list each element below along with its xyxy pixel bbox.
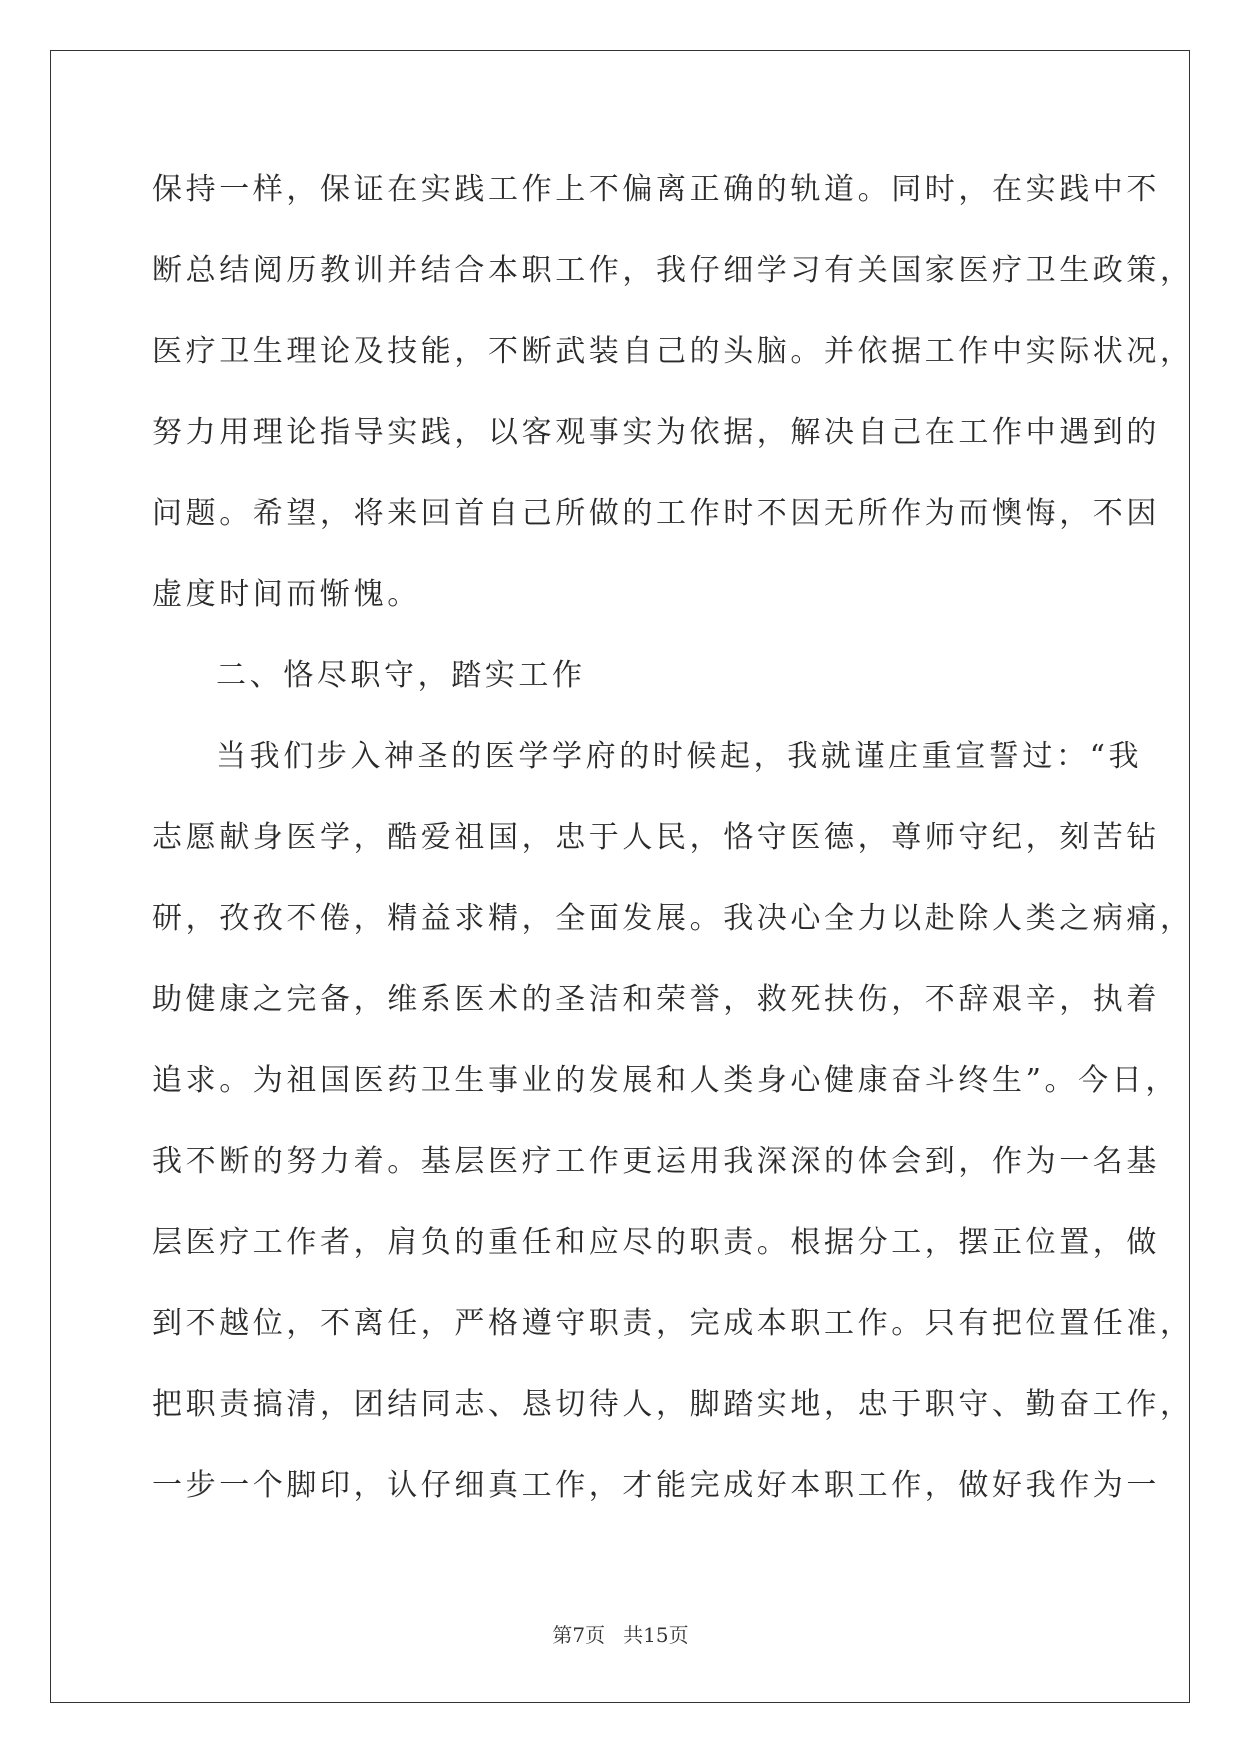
text-line: 努力用理论指导实践，以客观事实为依据，解决自己在工作中遇到的	[152, 415, 1160, 450]
text-line: 助健康之完备，维系医术的圣洁和荣誉，救死扶伤，不辞艰辛，执着	[152, 982, 1160, 1017]
text-line: 把职责搞清，团结同志、恳切待人，脚踏实地，忠于职守、勤奋工作，	[152, 1387, 1194, 1422]
text-line: 一步一个脚印，认仔细真工作，才能完成好本职工作，做好我作为一	[152, 1468, 1160, 1503]
text-line: 虚度时间而惭愧。	[152, 577, 421, 612]
text-line: 志愿献身医学，酷爱祖国，忠于人民，恪守医德，尊师守纪，刻苦钻	[152, 820, 1160, 855]
page-number: 第7页	[552, 1623, 606, 1647]
text-line: 我不断的努力着。基层医疗工作更运用我深深的体会到，作为一名基	[152, 1144, 1160, 1179]
text-line: 保持一样，保证在实践工作上不偏离正确的轨道。同时，在实践中不	[152, 172, 1160, 207]
text-line: 问题。希望，将来回首自己所做的工作时不因无所作为而懊悔，不因	[152, 496, 1160, 531]
text-line: 追求。为祖国医药卫生事业的发展和人类身心健康奋斗终生”。今日，	[152, 1063, 1179, 1098]
section-heading: 二、恪尽职守，踏实工作	[216, 658, 586, 693]
text-line: 断总结阅历教训并结合本职工作，我仔细学习有关国家医疗卫生政策，	[152, 253, 1194, 288]
text-line: 到不越位，不离任，严格遵守职责，完成本职工作。只有把位置任准，	[152, 1306, 1194, 1341]
document-body	[152, 149, 1194, 1526]
text-line: 层医疗工作者，肩负的重任和应尽的职责。根据分工，摆正位置，做	[152, 1225, 1160, 1260]
text-line: 医疗卫生理论及技能，不断武装自己的头脑。并依据工作中实际状况，	[152, 334, 1194, 369]
page-total: 共15页	[623, 1623, 689, 1647]
page-footer	[0, 1623, 1241, 1647]
text-line: 当我们步入神圣的医学学府的时候起，我就谨庄重宣誓过：“我	[216, 739, 1143, 774]
text-line: 研，孜孜不倦，精益求精，全面发展。我决心全力以赴除人类之病痛，	[152, 901, 1194, 936]
